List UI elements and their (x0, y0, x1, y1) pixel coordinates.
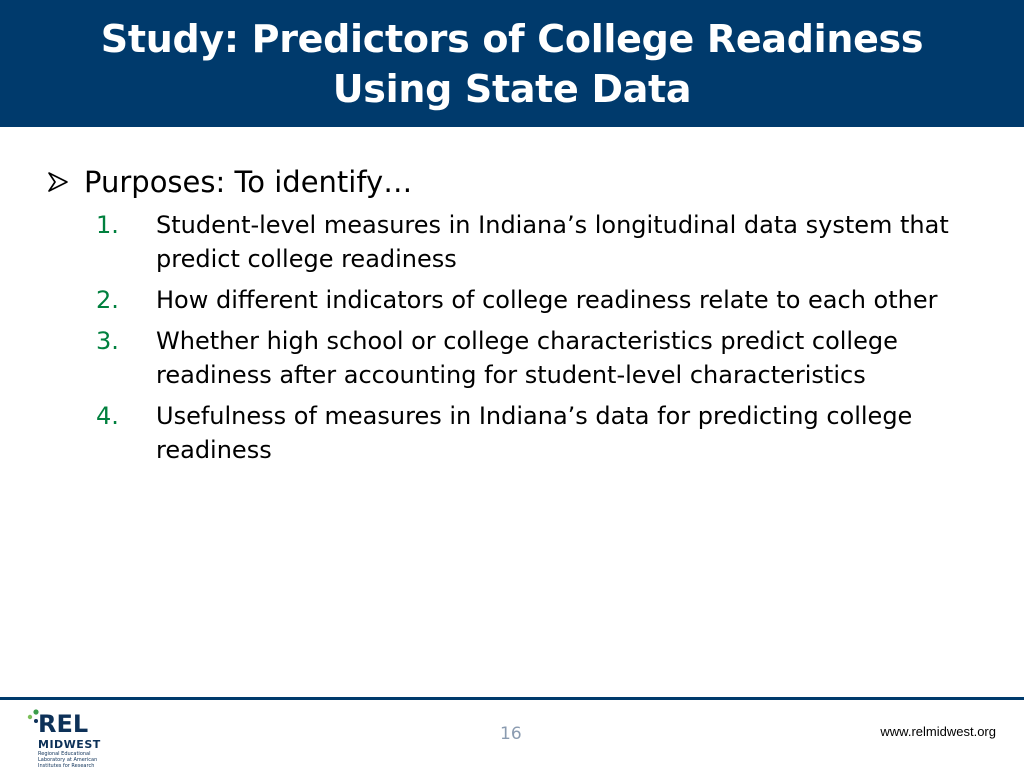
purpose-bullet (46, 162, 986, 202)
list-item-text: Whether high school or college characteristics predict college readiness after accounting for student-level characteristics (156, 327, 898, 389)
logo-rel-text: REL (38, 710, 89, 738)
footer-divider (0, 697, 1024, 700)
arrow-bullet-icon (46, 171, 70, 193)
slide-title-line-2: Using State Data (332, 66, 692, 111)
list-item-number: 4. (96, 402, 119, 430)
list-item (46, 283, 986, 317)
purpose-list (46, 208, 986, 467)
footer-url: www.relmidwest.org (880, 724, 996, 739)
purpose-bullet-text: Purposes: To identify… (84, 165, 413, 199)
slide-content (46, 162, 986, 474)
rel-midwest-logo (26, 708, 126, 768)
slide-title (101, 14, 923, 114)
list-item-number: 1. (96, 211, 119, 239)
page-number: 16 (500, 724, 522, 744)
logo-tagline: Regional Educational Laboratory at American Institutes for Research (38, 751, 98, 768)
list-item-number: 2. (96, 286, 119, 314)
list-item (46, 399, 986, 467)
list-item-text: Student-level measures in Indiana’s longitudinal data system that predict college readiness (156, 211, 949, 273)
list-item-text: Usefulness of measures in Indiana’s data for predicting college readiness (156, 402, 913, 464)
list-item-text: How different indicators of college readiness relate to each other (156, 286, 938, 314)
list-item (46, 324, 986, 392)
title-banner (0, 0, 1024, 127)
list-item-number: 3. (96, 327, 119, 355)
logo-midwest-text: MIDWEST (38, 738, 101, 751)
list-item (46, 208, 986, 276)
slide-title-line-1: Study: Predictors of College Readiness (100, 16, 924, 61)
